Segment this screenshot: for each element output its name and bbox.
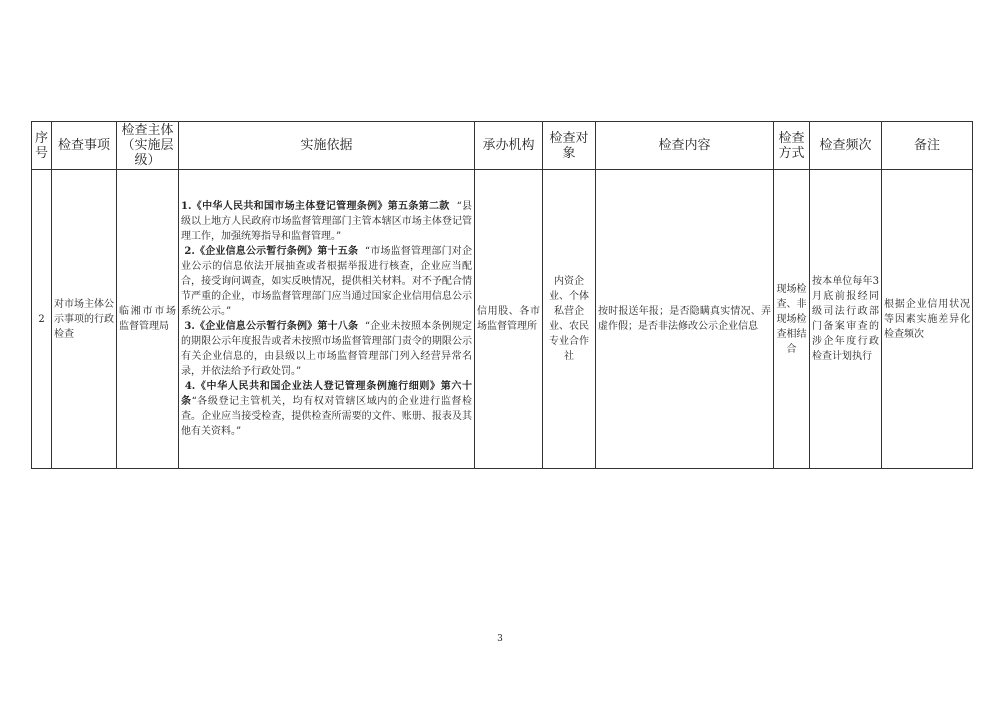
basis-clause-text: “市场监督管理部门对企业公示的信息依法开展抽查或者根据举报进行核查，企业应当配合，接受询问调查，如实反映情况，提供相关材料。对不予配合情节严重的企业，市场监督管理部门应当通过国家企业信用信息公示系统公示。” [181, 246, 472, 317]
cell-method: 现场检查、非现场检查相结合 [774, 170, 810, 469]
header-target: 检查对象 [543, 122, 596, 170]
cell-frequency: 按本单位每年3月底前报经同级司法行政部门备案审查的涉企年度行政检查计划执行 [810, 170, 882, 469]
header-subject: 检查主体（实施层级） [117, 122, 179, 170]
header-item: 检查事项 [52, 122, 117, 170]
cell-agency: 信用股、各市场监督管理所 [475, 170, 543, 469]
header-basis: 实施依据 [179, 122, 475, 170]
basis-clause-text: “企业未按照本条例规定的期限公示年度报告或者未按照市场监督管理部门责令的期限公示有关企业信息的，由县级以上市场监督管理部门列入经营异常名录，并依法给予行政处罚。” [181, 321, 472, 377]
header-frequency: 检查频次 [810, 122, 882, 170]
basis-clause-title: 2.《企业信息公示暂行条例》第十五条 [184, 246, 359, 257]
basis-clause-text: “县级以上地方人民政府市场监督管理部门主管本辖区市场主体登记管理工作，加强统筹指导和监督管理。” [181, 201, 472, 242]
cell-basis [179, 170, 475, 469]
header-method: 检查方式 [774, 122, 810, 170]
cell-index: 2 [32, 170, 52, 469]
basis-clause-3 [181, 319, 472, 379]
cell-subject: 临湘市市场监督管理局 [117, 170, 179, 469]
page-number: 3 [497, 634, 503, 644]
basis-clause-title: 1.《中华人民共和国市场主体登记管理条例》第五条第二款 [181, 201, 450, 212]
cell-target: 内资企业、个体私营企业、农民专业合作社 [543, 170, 596, 469]
header-content: 检查内容 [596, 122, 774, 170]
header-row [32, 122, 973, 170]
cell-item: 对市场主体公示事项的行政检查 [52, 170, 117, 469]
header-index: 序号 [32, 122, 52, 170]
inspection-table [31, 121, 973, 469]
basis-clause-text: “各级登记主管机关，均有权对管辖区域内的企业进行监督检查。企业应当接受检查，提供检查所需要的文件、账册、报表及其他有关资料。” [181, 396, 472, 437]
table-row [32, 170, 973, 469]
cell-remark: 根据企业信用状况等因素实施差异化检查频次 [882, 170, 973, 469]
basis-clause-1 [181, 199, 472, 244]
basis-clause-2 [181, 244, 472, 319]
header-agency: 承办机构 [475, 122, 543, 170]
basis-clause-title: 4.《中华人民共和国企业法人登记管理条例施行细则》第六十条 [181, 381, 472, 407]
header-remark: 备注 [882, 122, 973, 170]
basis-clause-title: 3.《企业信息公示暂行条例》第十八条 [184, 321, 359, 332]
basis-clause-4 [181, 379, 472, 439]
cell-content: 按时报送年报；是否隐瞒真实情况、弄虚作假；是否非法修改公示企业信息 [596, 170, 774, 469]
